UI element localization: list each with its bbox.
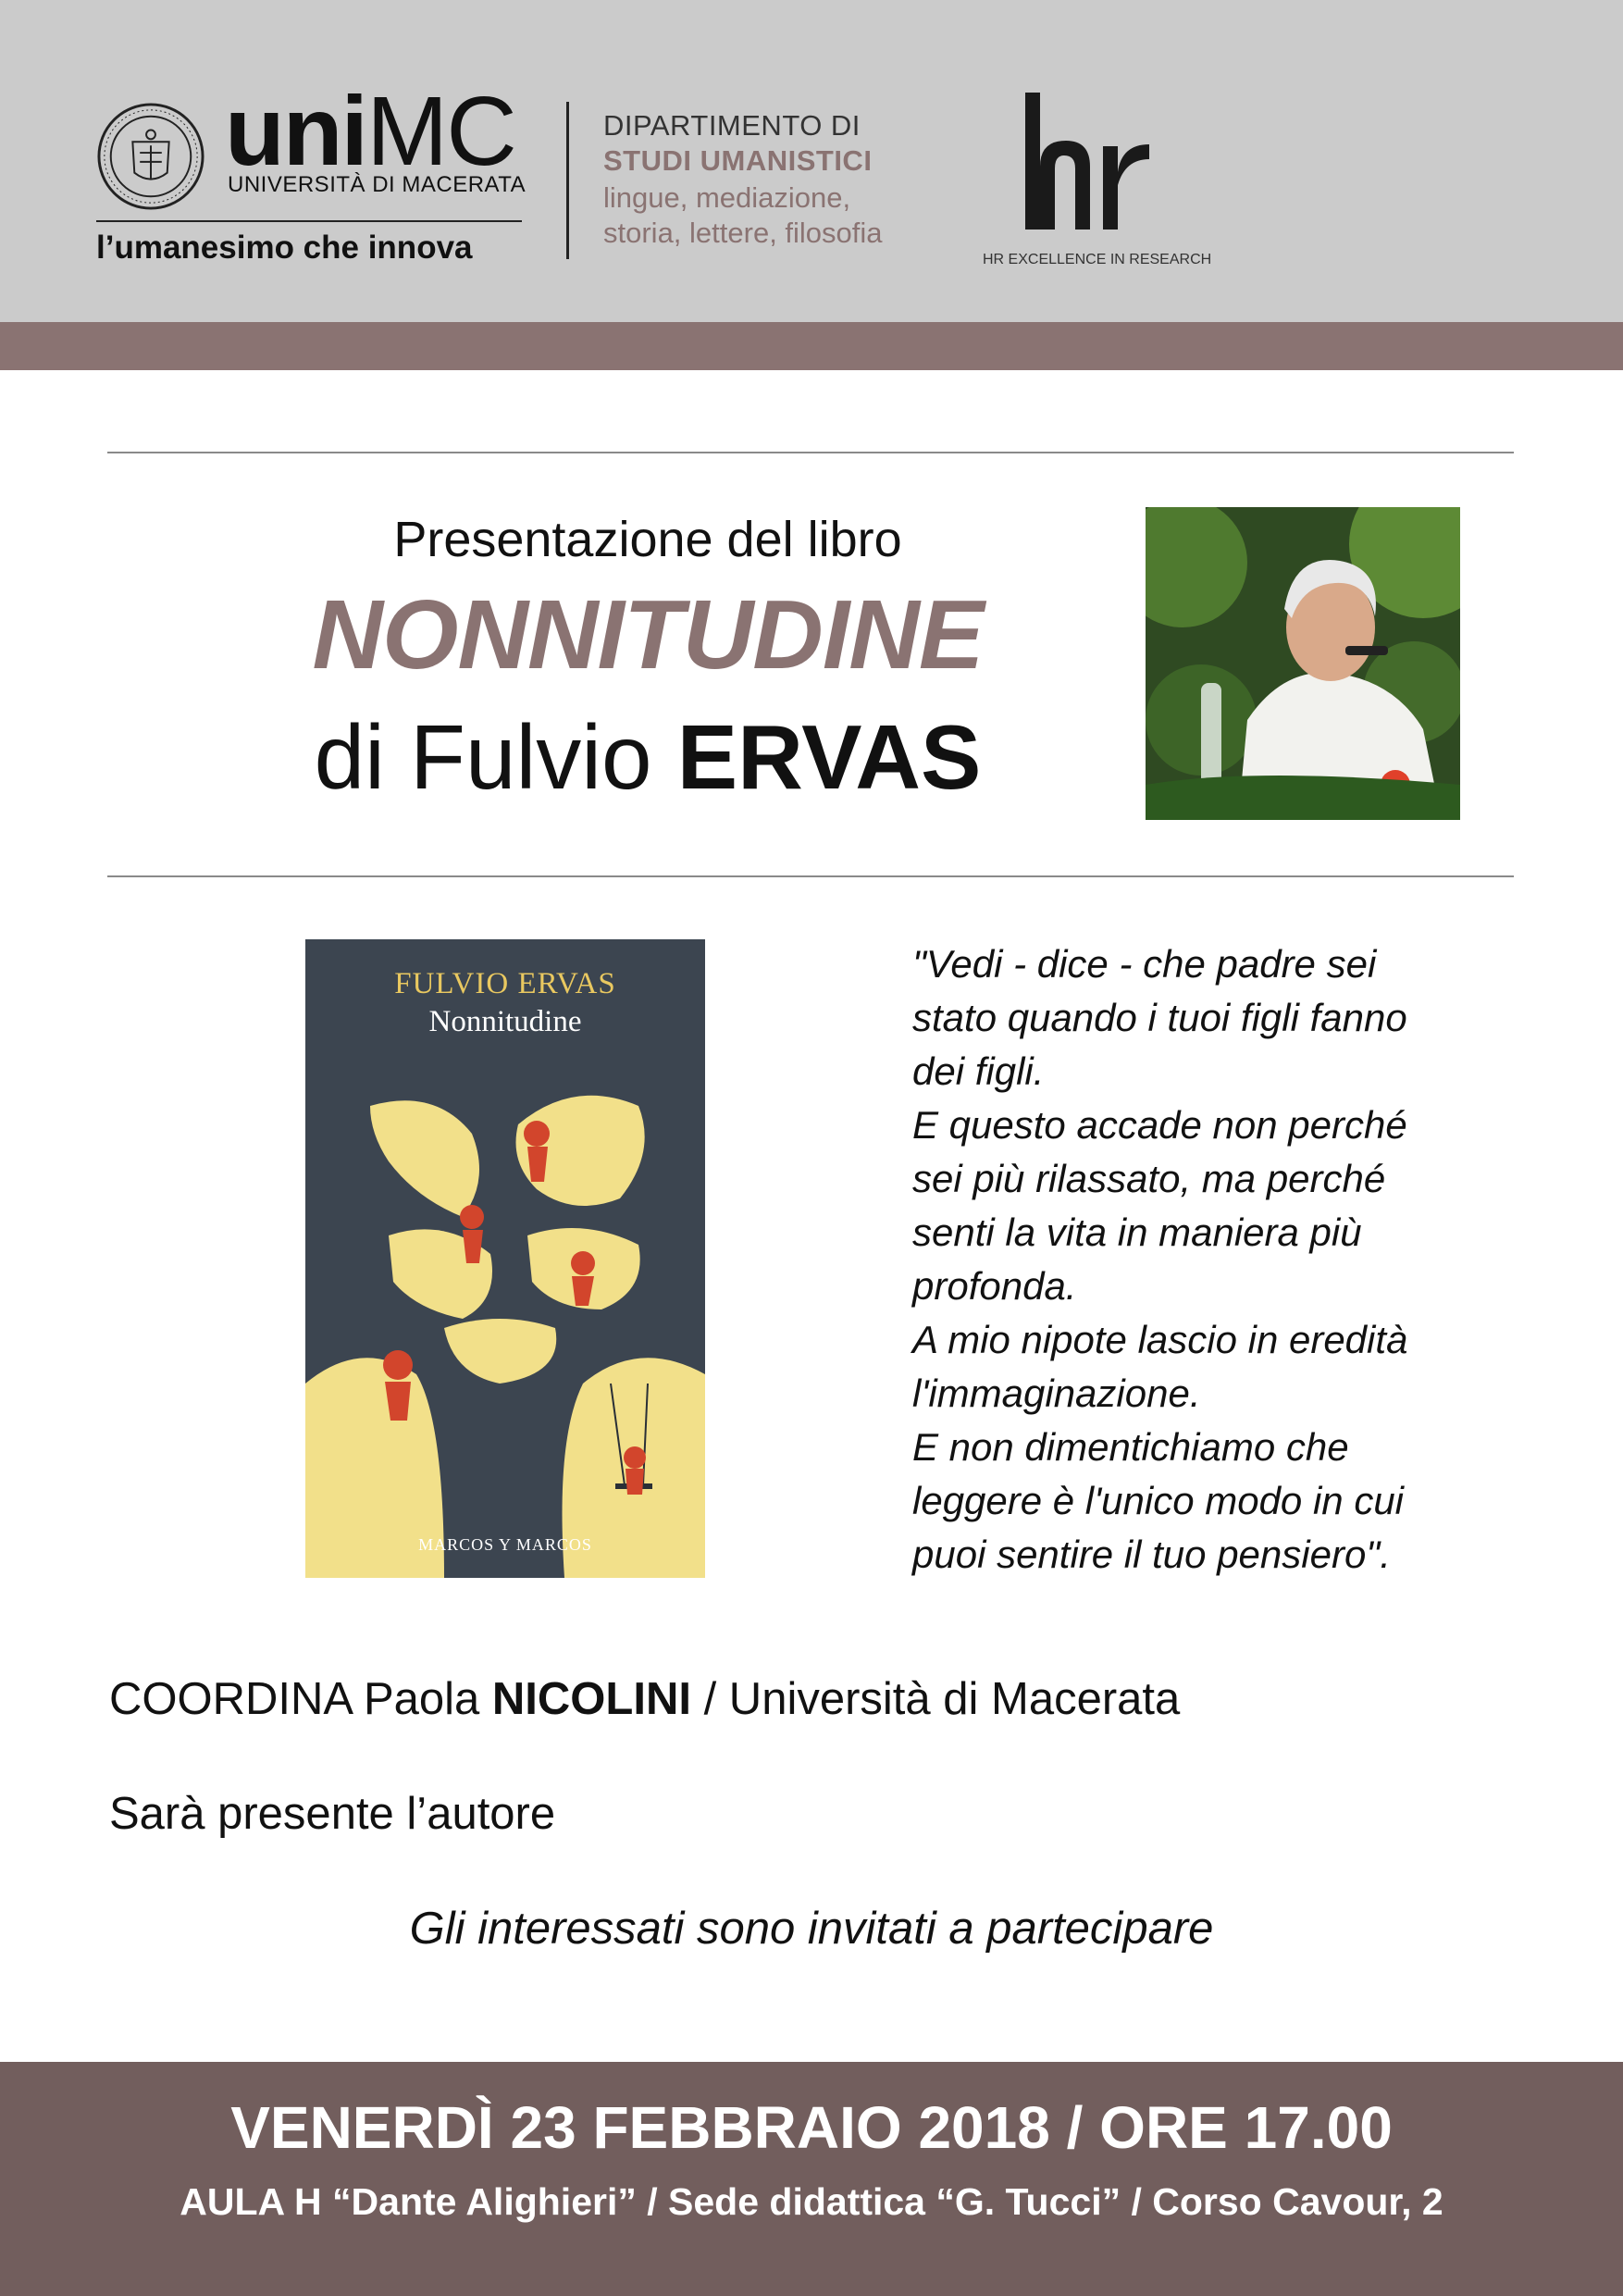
department-line-3: lingue, mediazione, — [603, 181, 851, 214]
event-date-time: VENERDÌ 23 FEBBRAIO 2018 / ORE 17.00 — [230, 2094, 1393, 2161]
logo-uni: uni — [225, 77, 366, 186]
coordinator-line — [109, 1673, 1180, 1725]
hr-caption: HR EXCELLENCE IN RESEARCH — [983, 252, 1212, 267]
top-divider — [107, 452, 1514, 453]
quote-line: l'immaginazione. — [912, 1371, 1201, 1415]
cover-author: FULVIO ERVAS — [394, 967, 616, 1000]
quote-line: sei più rilassato, ma perché — [912, 1157, 1386, 1200]
quote-line: puoi sentire il tuo pensiero". — [912, 1533, 1391, 1576]
author-photo-icon — [1146, 507, 1460, 820]
quote-line: E non dimentichiamo che — [912, 1425, 1349, 1469]
coordinator-prefix: COORDINA Paola — [109, 1674, 492, 1724]
presentation-label: Presentazione del libro — [393, 512, 902, 567]
university-seal-icon — [96, 102, 205, 211]
invitation-note: Gli interessati sono invitati a partecipare — [409, 1904, 1214, 1954]
logo-divider — [96, 220, 522, 222]
header-accent-band — [0, 322, 1623, 370]
author-present-note: Sarà presente l’autore — [109, 1789, 556, 1839]
quote-line: dei figli. — [912, 1049, 1045, 1093]
university-name: UNIVERSITÀ DI MACERATA — [228, 172, 527, 197]
department-line-1: DIPARTIMENTO DI — [603, 109, 861, 142]
quote-line: E questo accade non perché — [912, 1103, 1407, 1147]
quote-line: stato quando i tuoi figli fanno — [912, 996, 1407, 1039]
header-separator — [566, 102, 569, 259]
quote-line: profonda. — [912, 1264, 1077, 1308]
quote-line: leggere è l'unico modo in cui — [912, 1479, 1405, 1522]
event-venue: AULA H “Dante Alighieri” / Sede didattica “G. Tucci” / Corso Cavour, 2 — [180, 2180, 1443, 2223]
quote-line: senti la vita in maniera più — [912, 1210, 1362, 1254]
author-surname: ERVAS — [676, 706, 982, 808]
hr-excellence-logo-icon — [1018, 89, 1157, 237]
logo-mc: MC — [365, 77, 515, 186]
coordinator-name: NICOLINI — [491, 1674, 691, 1724]
middle-divider — [107, 875, 1514, 877]
tagline: l’umanesimo che innova — [96, 230, 473, 266]
department-line-2: STUDI UMANISTICI — [603, 144, 873, 177]
book-quote — [912, 937, 1542, 1582]
department-line-4: storia, lettere, filosofia — [603, 217, 883, 249]
cover-title: Nonnitudine — [428, 1005, 582, 1038]
book-title: NONNITUDINE — [312, 580, 984, 689]
quote-line: "Vedi - dice - che padre sei — [912, 942, 1377, 986]
author-line — [231, 705, 1064, 810]
author-prefix: di Fulvio — [314, 706, 677, 808]
coordinator-affiliation: / Università di Macerata — [690, 1674, 1181, 1724]
cover-publisher: MARCOS Y MARCOS — [418, 1535, 592, 1554]
quote-line: A mio nipote lascio in eredità — [912, 1318, 1408, 1361]
book-cover — [305, 939, 705, 1578]
